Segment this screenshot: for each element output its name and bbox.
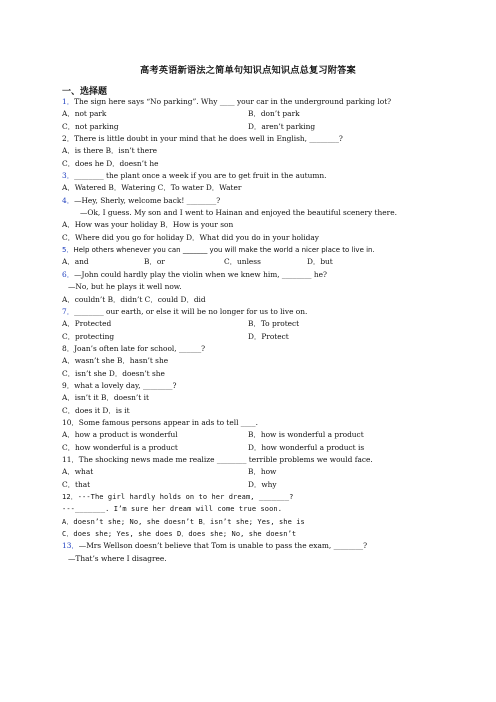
question-text: A．couldn’t B．didn’t C．could D．did — [62, 294, 206, 304]
question-line — [62, 454, 442, 466]
question-text: ________ the plant once a week if you are to get fruit in the autumn. — [74, 171, 327, 181]
question-line — [62, 442, 442, 454]
option-right: D．aren’t parking — [248, 121, 316, 131]
question-line — [62, 145, 442, 157]
question-number: 6． — [62, 269, 75, 279]
question-list — [62, 96, 442, 565]
question-text: C．isn’t she D．doesn’t she — [62, 368, 165, 378]
question-number: 5． — [62, 246, 74, 255]
question-line — [62, 133, 442, 145]
question-line — [62, 96, 442, 108]
question-line — [62, 368, 442, 380]
question-line — [62, 417, 442, 429]
question-line — [62, 343, 442, 355]
option-left: A．Protected — [62, 319, 112, 329]
question-text: ________ our earth, or else it will be no longer for us to live on. — [74, 306, 308, 316]
question-line — [62, 540, 442, 552]
question-line — [62, 158, 442, 170]
question-line — [62, 405, 442, 417]
question-text: C．Where did you go for holiday D．What did you do in your holiday — [62, 232, 319, 242]
question-number: 7． — [62, 306, 75, 316]
question-line — [62, 429, 442, 441]
question-line — [62, 207, 442, 219]
option-right: B．don’t park — [248, 109, 300, 119]
question-text: The sign here says “No parking”. Why ____ your car in the underground parking lot? — [74, 97, 392, 106]
question-text: 12．---The girl hardly holds on to her dream, _______? — [62, 493, 294, 501]
question-text: A．How was your holiday B．How is your son — [62, 220, 234, 230]
option-left: C．that — [62, 479, 91, 489]
question-text: A．doesn’t she; No, she doesn’t B．isn’t she; Yes, she is — [62, 517, 305, 526]
question-text: A．Watered B．Watering C．To water D．Water — [62, 183, 242, 193]
question-text: —No, but he plays it well now. — [68, 282, 182, 292]
option-right: D．why — [248, 479, 277, 489]
option-left: C．protecting — [62, 331, 115, 341]
question-line — [62, 294, 442, 306]
option-left: A．not park — [62, 109, 107, 119]
question-text: —Ok, I guess. My son and I went to Hainan and enjoyed the beautiful scenery there. — [80, 208, 397, 218]
option-right: B．how is wonderful a product — [248, 430, 364, 440]
question-number: 13． — [62, 541, 79, 551]
option-right: D．how wonderful a product is — [248, 442, 365, 452]
option-item: D．but — [307, 257, 333, 267]
question-line — [62, 466, 442, 478]
option-item: C．unless — [224, 257, 261, 267]
option-item: B．or — [144, 257, 165, 267]
question-line — [62, 306, 442, 318]
question-line — [62, 503, 442, 515]
option-right: D．Protect — [248, 331, 289, 341]
question-text: 9．what a lovely day, ________? — [62, 380, 177, 390]
question-text: A．isn’t it B．doesn’t it — [62, 393, 149, 403]
question-text: A．is there B．isn’t there — [62, 146, 158, 156]
option-left: A．what — [62, 467, 94, 477]
question-line — [62, 281, 442, 293]
question-number: 4． — [62, 195, 75, 205]
question-line — [62, 170, 442, 182]
question-line — [62, 318, 442, 330]
question-line — [62, 195, 442, 207]
question-line — [62, 491, 442, 503]
question-line — [62, 121, 442, 133]
option-item: A．and — [62, 257, 89, 267]
question-text: —Hey, Sherly, welcome back! ________? — [74, 195, 221, 205]
question-line — [62, 331, 442, 343]
question-line — [62, 479, 442, 491]
question-text: 8．Joan’s often late for school, ______? — [62, 343, 206, 353]
option-right: B．how — [248, 467, 277, 477]
question-text: ---_______. I’m sure her dream will come true soon. — [62, 505, 283, 514]
question-line — [62, 392, 442, 404]
question-line — [62, 516, 442, 528]
option-left: C．how wonderful is a product — [62, 442, 178, 452]
option-left: A．how a product is wonderful — [62, 430, 178, 440]
option-right: B．To protect — [248, 319, 300, 329]
option-left: C．not parking — [62, 121, 119, 131]
question-line — [62, 528, 442, 540]
question-line — [62, 380, 442, 392]
question-text: —That’s where I disagree. — [68, 553, 167, 563]
question-line — [62, 553, 442, 565]
question-text: C．does she; Yes, she does D．does she; No, she doesn’t — [62, 530, 297, 539]
question-number: 1． — [62, 97, 75, 106]
question-text: 10．Some famous persons appear in ads to tell ____. — [62, 417, 258, 427]
question-line — [62, 256, 442, 268]
question-text: 2．There is little doubt in your mind that he does well in English, ________? — [62, 134, 343, 144]
question-text: Help others whenever you can _______ you will make the world a nicer place to live in. — [73, 246, 375, 255]
question-text: C．does it D．is it — [62, 405, 130, 415]
question-text: C．does he D．doesn’t he — [62, 158, 159, 168]
question-text: —John could hardly play the violin when we knew him, ________ he? — [74, 269, 327, 279]
question-text: —Mrs Wellson doesn’t believe that Tom is unable to pass the exam, ________? — [78, 541, 368, 551]
section-heading: 一、选择题 — [62, 87, 108, 97]
question-line — [62, 108, 442, 120]
page-title: 高考英语新语法之简单句知识点知识点总复习附答案 — [140, 65, 356, 76]
question-line — [62, 355, 442, 367]
question-line — [62, 232, 442, 244]
question-text: 11．The shocking news made me realize ________ terrible problems we would face. — [62, 454, 373, 464]
question-line — [62, 269, 442, 281]
question-line — [62, 219, 442, 231]
question-line — [62, 182, 442, 194]
question-line — [62, 244, 442, 256]
question-number: 3． — [62, 171, 75, 181]
question-text: A．wasn’t she B．hasn’t she — [62, 356, 169, 366]
